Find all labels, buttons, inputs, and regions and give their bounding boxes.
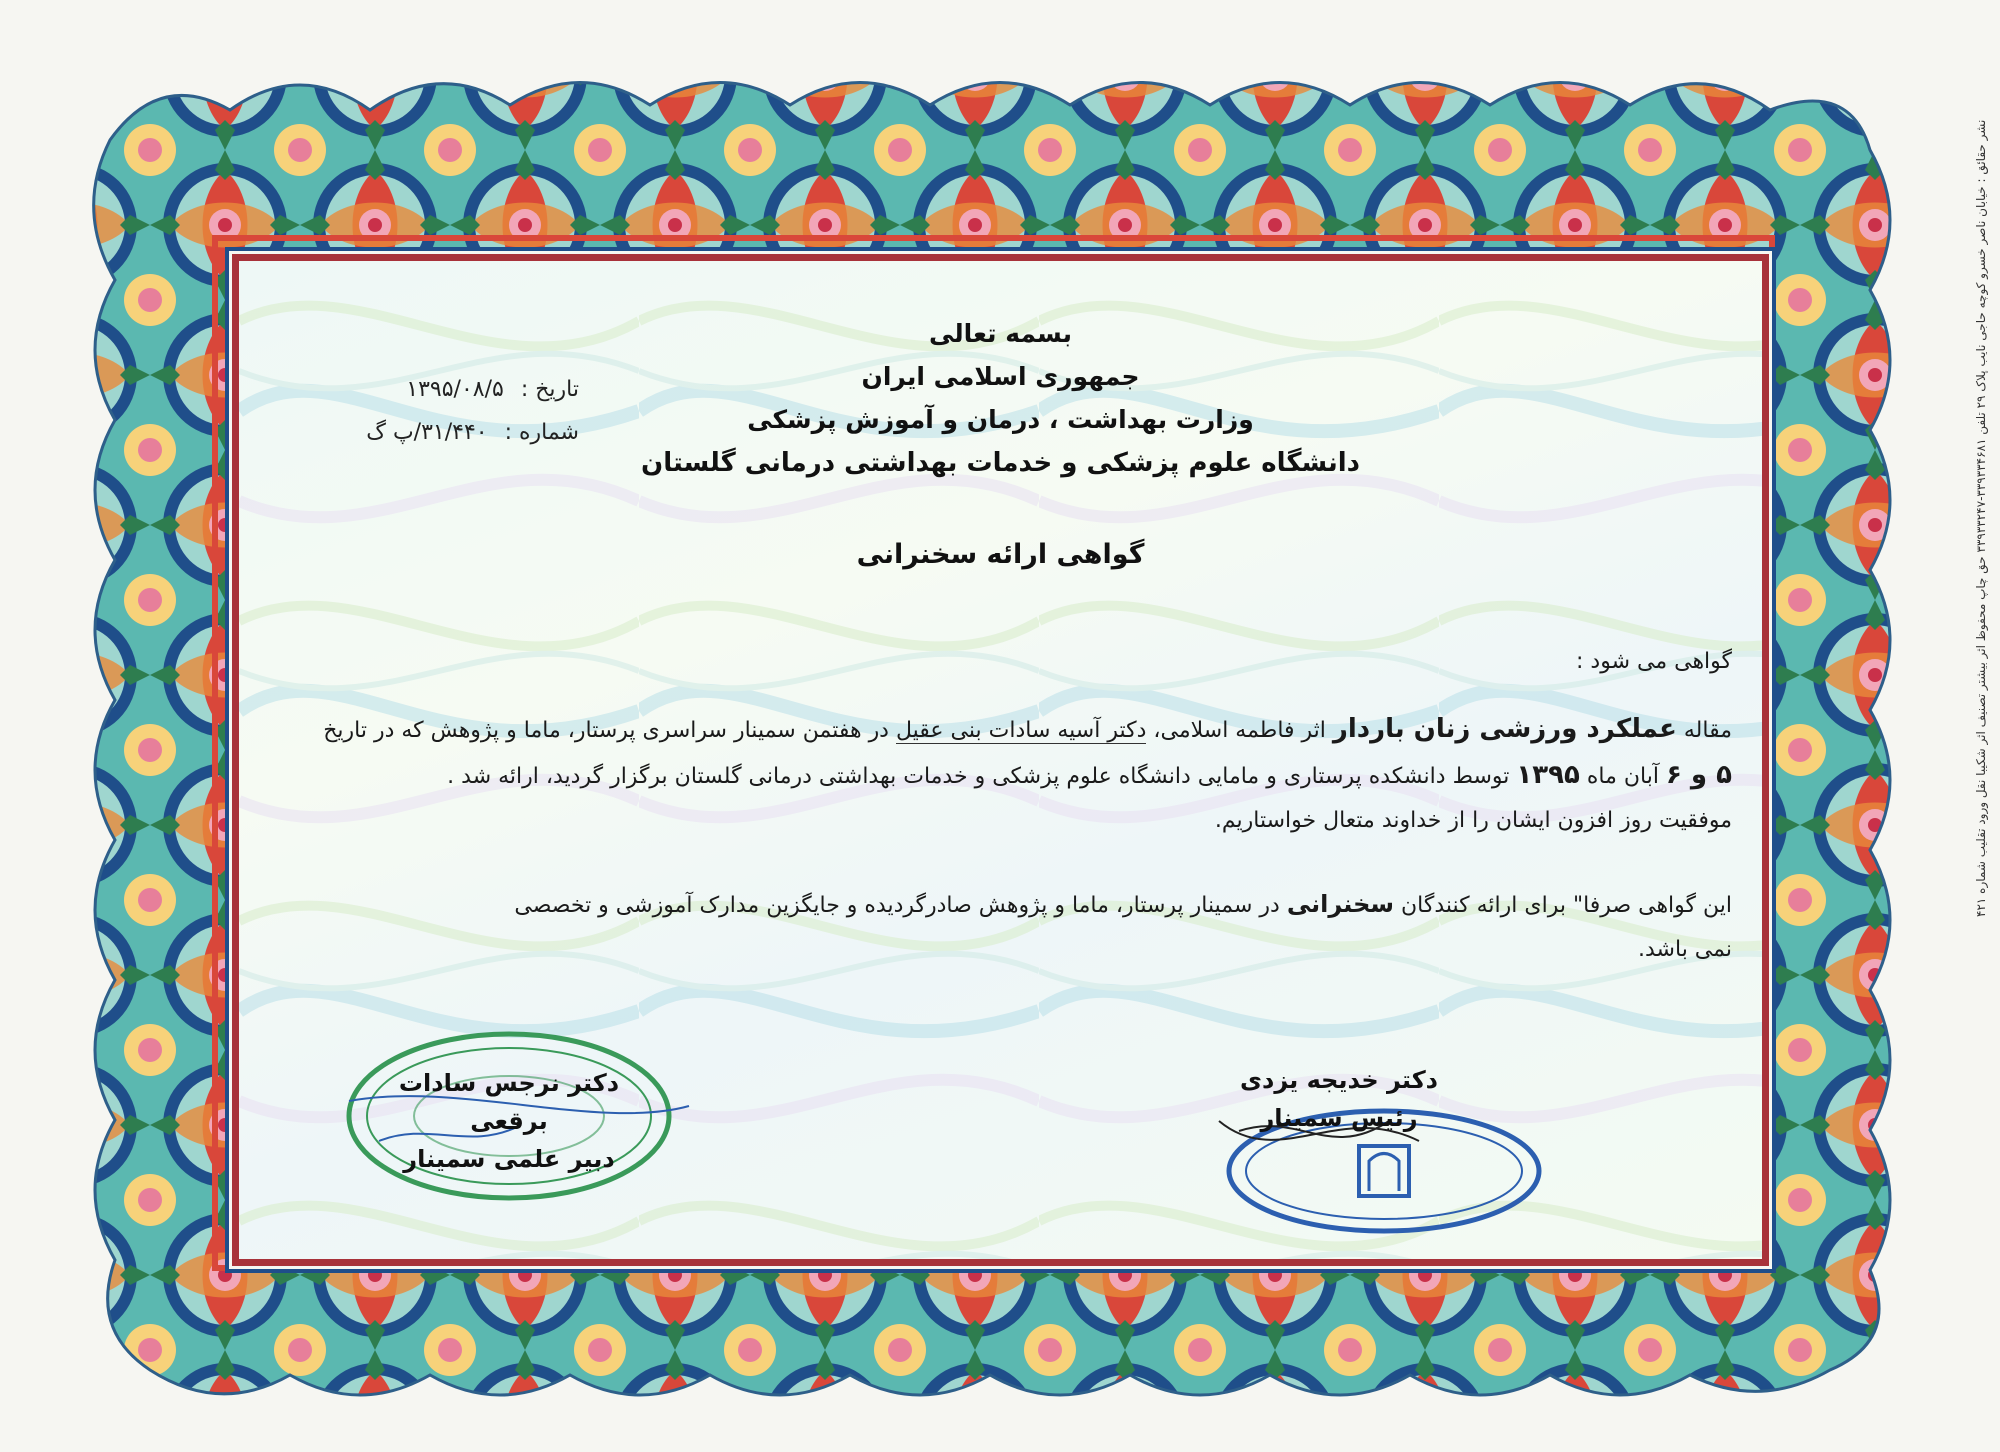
event-days: ۵ و ۶	[1665, 760, 1732, 790]
line1-prefix: مقاله	[1683, 718, 1732, 743]
left-signer-role: دبیر علمی سمینار	[403, 1145, 615, 1173]
left-signer-name: دکتر نرجس سادات برقعی	[398, 1069, 620, 1135]
number-label: شماره :	[504, 420, 579, 445]
left-signature	[359, 1064, 659, 1178]
body-line-4	[292, 886, 1732, 924]
body-line-3: موفقیت روز افزون ایشان را از خداوند متعال خواستاریم.	[1214, 808, 1732, 833]
date-label: تاریخ :	[520, 377, 579, 402]
line4-prefix: این گواهی صرفا" برای ارائه کنندگان	[1401, 893, 1732, 918]
body-line-1	[292, 711, 1732, 749]
date-row	[299, 377, 579, 402]
certificate-content-area	[232, 254, 1769, 1266]
number-row	[299, 420, 579, 445]
line4-rest: در سمینار پرستار، ماما و پژوهش صادرگردیده و جایگزین مدارک آموزشی و تخصصی	[514, 893, 1280, 918]
intro-text: گواهی می شود :	[1576, 649, 1732, 674]
authors-prefix: اثر فاطمه اسلامی،	[1153, 718, 1326, 743]
right-signer-role: رئیس سمینار	[1260, 1104, 1418, 1132]
author-underlined: دکتر آسیه سادات بنی عقیل	[895, 718, 1147, 743]
certificate-title: گواهی ارائه سخنرانی	[856, 539, 1145, 570]
body-line-5: نمی باشد.	[1638, 937, 1732, 962]
university-heading: دانشگاه علوم پزشکی و خدمات بهداشتی درمانی گلستان	[641, 448, 1360, 478]
right-signer-name: دکتر خدیجه یزدی	[1240, 1066, 1438, 1094]
ministry-heading: وزارت بهداشت ، درمان و آموزش پزشکی	[747, 405, 1254, 434]
right-signature	[1199, 1061, 1479, 1137]
line1-suffix: در هفتمن سمینار سراسری پرستار، ماما و پژوهش که در تاریخ	[323, 718, 889, 743]
printer-note: نشر حقائق : خیابان ناصر خسرو کوچه حاجی نایب پلاک ۲۹ تلفن ۳۳۹۳۳۴۶۸۱-۳۳۹۳۳۲۴۷ حق چاپ محفوظ اثر بیشتر تصنیف اثر شکیبا نقل ورود تقلیب شماره ۴۲۱	[1974, 120, 1988, 918]
speech-word: سخنرانی	[1286, 890, 1394, 918]
number-value: ۳۱/۴۴۰/پ گ	[366, 420, 488, 445]
event-month: آبان ماه	[1586, 764, 1659, 789]
bismillah-heading: بسمه تعالی	[928, 319, 1073, 348]
date-value: ۱۳۹۵/۰۸/۵	[406, 377, 504, 402]
line2-rest: توسط دانشکده پرستاری و مامایی دانشگاه علوم پزشکی و خدمات بهداشتی درمانی گلستان برگزار گردید، ارائه شد .	[447, 764, 1510, 789]
body-line-2	[292, 757, 1732, 795]
event-year: ۱۳۹۵	[1516, 760, 1580, 790]
country-heading: جمهوری اسلامی ایران	[861, 362, 1140, 391]
article-title: عملکرد ورزشی زنان باردار	[1332, 714, 1677, 744]
